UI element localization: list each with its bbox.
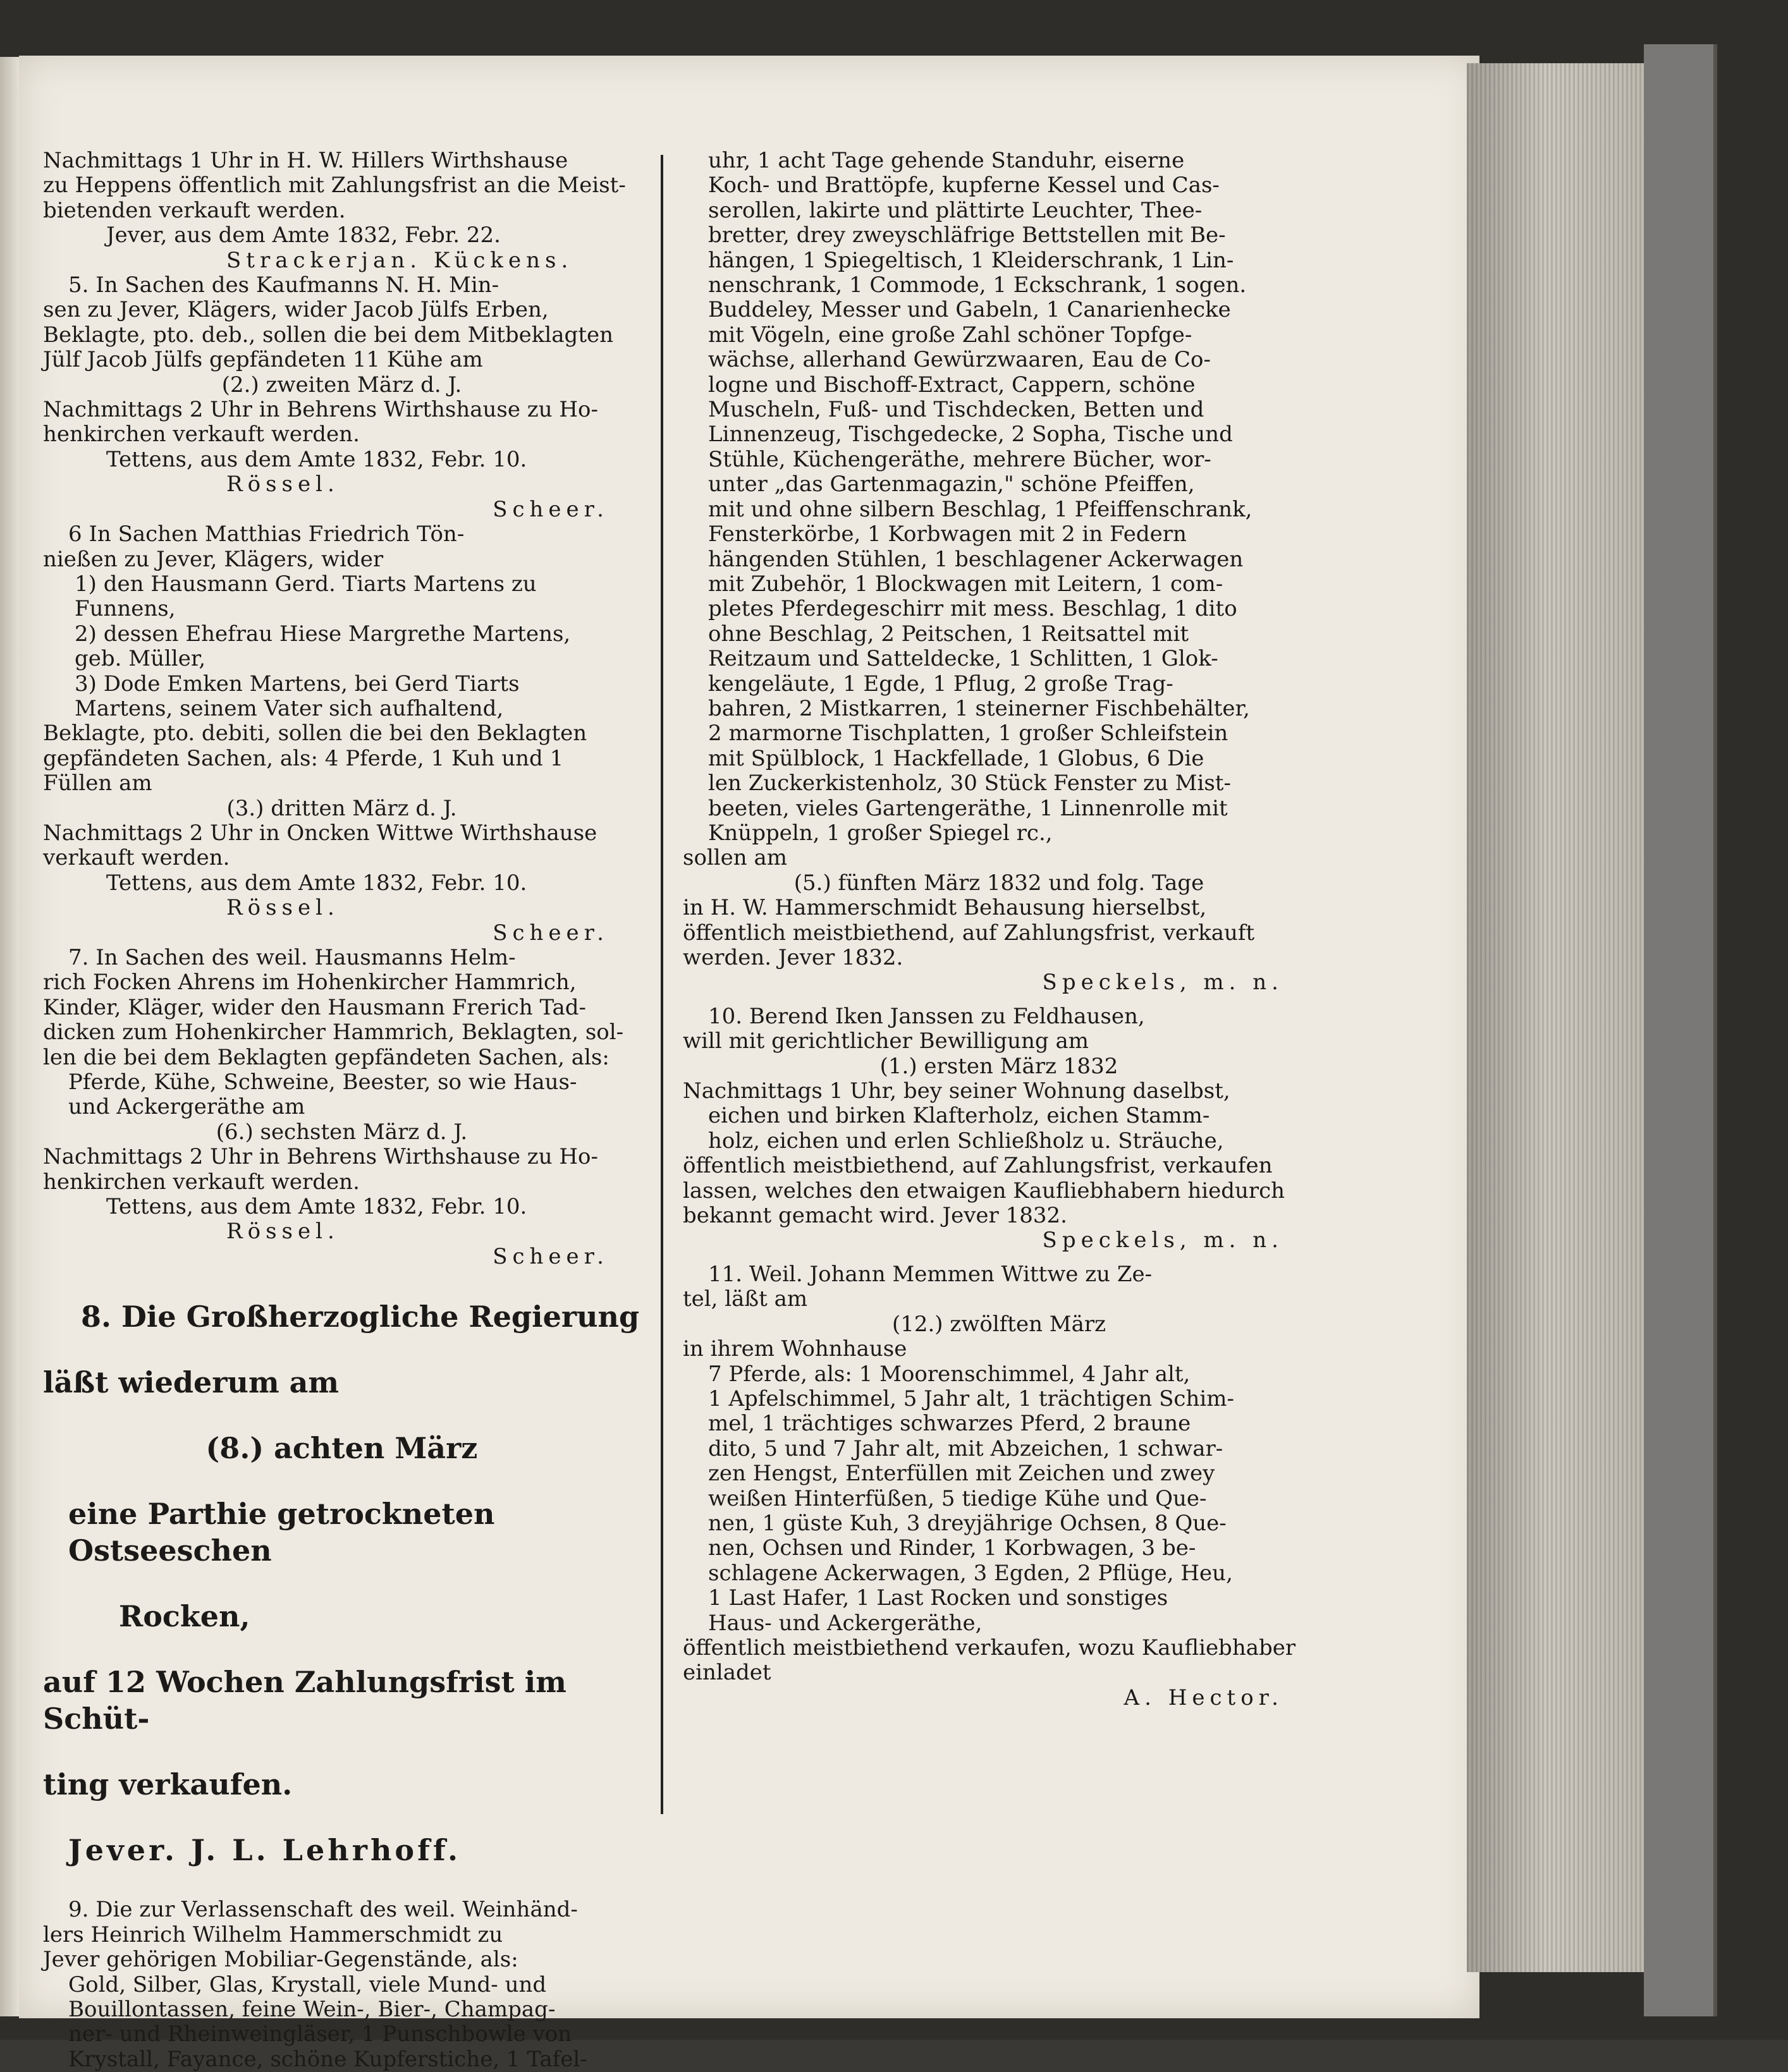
text-line: Muscheln, Fuß- und Tischdecken, Betten und	[708, 397, 1204, 423]
text-line: zu Heppens öffentlich mit Zahlungsfrist an die Meist-	[43, 173, 626, 198]
text-line: dito, 5 und 7 Jahr alt, mit Abzeichen, 1 schwar-	[708, 1435, 1223, 1461]
text-line: Haus- und Ackergeräthe,	[708, 1610, 983, 1636]
text-line: Beklagte, pto. deb., sollen die bei dem Mitbeklagten	[43, 322, 613, 348]
text-line: in ihrem Wohnhause	[683, 1336, 907, 1362]
text-line: ting verkaufen.	[43, 1767, 293, 1802]
text-line: gepfändeten Sachen, als: 4 Pferde, 1 Kuh und 1	[43, 745, 564, 771]
sale-date: (6.) sechsten März d. J.	[216, 1119, 468, 1145]
text-line: 7 Pferde, als: 1 Moorenschimmel, 4 Jahr alt,	[708, 1361, 1191, 1387]
right-column	[683, 149, 1315, 1710]
text-line: will mit gerichtlicher Bewilligung am	[683, 1028, 1089, 1054]
list-item: 2) dessen Ehefrau Hiese Margrethe Martens,	[75, 621, 571, 647]
text-line: hängenden Stühlen, 1 beschlagener Ackerwagen	[708, 546, 1244, 572]
list-item: geb. Müller,	[75, 646, 206, 672]
text-line: lers Heinrich Wilhelm Hammerschmidt zu	[43, 1922, 503, 1947]
text-line: werden. Jever 1832.	[683, 945, 903, 970]
notice-4-end	[43, 149, 640, 273]
text-line: sollen am	[683, 845, 788, 871]
text-line: nen, Ochsen und Rinder, 1 Korbwagen, 3 be-	[708, 1535, 1196, 1561]
text-line: holz, eichen und erlen Schließholz u. Sträuche,	[708, 1128, 1224, 1154]
text-line: 5. In Sachen des Kaufmanns N. H. Min-	[68, 272, 499, 298]
text-line: eichen und birken Klafterholz, eichen Stamm-	[708, 1103, 1210, 1129]
place-date: Tettens, aus dem Amte 1832, Febr. 10.	[106, 870, 527, 896]
list-item: 3) Dode Emken Martens, bei Gerd Tiarts	[75, 671, 520, 697]
text-line: verkauft werden.	[43, 845, 230, 871]
place-date: Tettens, aus dem Amte 1832, Febr. 10.	[106, 446, 527, 472]
text-line: Reitzaum und Satteldecke, 1 Schlitten, 1 Glok-	[708, 646, 1218, 672]
text-line: Pferde, Kühe, Schweine, Beester, so wie Haus-	[68, 1070, 577, 1095]
text-line: Gold, Silber, Glas, Krystall, viele Mund- und	[68, 1971, 547, 1997]
text-line: henkirchen verkauft werden.	[43, 1169, 360, 1195]
text-line: sen zu Jever, Klägers, wider Jacob Jülfs Erben,	[43, 297, 549, 323]
text-line: öffentlich meistbiethend, auf Zahlungsfrist, verkauft	[683, 920, 1255, 946]
left-column	[43, 149, 640, 2072]
text-line: Nachmittags 2 Uhr in Oncken Wittwe Wirthshause	[43, 820, 597, 846]
text-line: bahren, 2 Mistkarren, 1 steinerner Fischbehälter,	[708, 695, 1250, 721]
sale-date: (3.) dritten März d. J.	[226, 795, 457, 821]
text-line: auf 12 Wochen Zahlungsfrist im Schüt-	[43, 1665, 566, 1736]
signature: Rössel.	[226, 895, 340, 921]
text-line: in H. W. Hammerschmidt Behausung hierselbst,	[683, 895, 1207, 921]
text-line: einladet	[683, 1660, 771, 1686]
text-line: Füllen am	[43, 771, 152, 796]
text-line: Bouillontassen, feine Wein-, Bier-, Champag-	[68, 1996, 556, 2022]
text-line: Krystall, Fayance, schöne Kupferstiche, 1 Tafel-	[68, 2046, 587, 2072]
text-line: öffentlich meistbiethend verkaufen, wozu Kaufliebhaber	[683, 1635, 1296, 1661]
text-line: Stühle, Küchengeräthe, mehrere Bücher, wor-	[708, 446, 1211, 472]
list-item: 1) den Hausmann Gerd. Tiarts Martens zu	[75, 571, 537, 597]
notice-9-continued	[683, 149, 1315, 996]
place-date: Jever, aus dem Amte 1832, Febr. 22.	[106, 222, 501, 248]
column-divider	[661, 155, 663, 1814]
text-line: pletes Pferdegeschirr mit mess. Beschlag, 1 dito	[708, 596, 1237, 622]
book-cover-edge	[1644, 44, 1717, 2016]
text-line: 8. Die Großherzogliche Regierung	[81, 1300, 640, 1334]
text-line: Fensterkörbe, 1 Korbwagen mit 2 in Federn	[708, 521, 1187, 547]
text-line: lassen, welches den etwaigen Kaufliebhabern hiedurch	[683, 1178, 1285, 1204]
signature: A. Hector.	[1124, 1685, 1283, 1710]
signature: Scheer.	[493, 920, 609, 946]
text-line: und Ackergeräthe am	[68, 1094, 305, 1120]
text-line: 9. Die zur Verlassenschaft des weil. Weinhänd-	[68, 1897, 578, 1923]
text-line: mit Vögeln, eine große Zahl schöner Topfge-	[708, 322, 1192, 348]
text-line: Kinder, Kläger, wider den Hausmann Frerich Tad-	[43, 994, 587, 1020]
place-date: Tettens, aus dem Amte 1832, Febr. 10.	[106, 1194, 527, 1220]
text-line: 2 marmorne Tischplatten, 1 großer Schleifstein	[708, 721, 1228, 747]
previous-page-edge	[0, 57, 19, 2016]
text-line: ohne Beschlag, 2 Peitschen, 1 Reitsattel mit	[708, 621, 1189, 647]
sale-date: (5.) fünften März 1832 und folg. Tage	[793, 870, 1204, 896]
signature: Speckels, m. n.	[1042, 1228, 1283, 1253]
text-line: läßt wiederum am	[43, 1365, 340, 1400]
signature: Jever. J. L. Lehrhoff.	[68, 1833, 462, 1868]
text-line: 7. In Sachen des weil. Hausmanns Helm-	[68, 945, 516, 970]
sale-date: (1.) ersten März 1832	[879, 1053, 1118, 1079]
text-line: 1 Apfelschimmel, 5 Jahr alt, 1 trächtigen Schim-	[708, 1386, 1234, 1411]
text-line: eine Parthie getrockneten Ostseeschen	[68, 1497, 495, 1568]
text-line: bretter, drey zweyschläfrige Bettstellen mit Be-	[708, 222, 1226, 248]
text-line: len Zuckerkistenholz, 30 Stück Fenster zu Mist-	[708, 771, 1231, 796]
list-item: Martens, seinem Vater sich aufhaltend,	[75, 695, 504, 721]
notice-10	[683, 1004, 1315, 1253]
notice-7	[43, 946, 640, 1269]
signature: Rössel.	[226, 472, 340, 497]
text-line: nenschrank, 1 Commode, 1 Eckschrank, 1 sogen.	[708, 272, 1247, 298]
text-line: Buddeley, Messer und Gabeln, 1 Canarienhecke	[708, 297, 1231, 323]
signature: Scheer.	[493, 1243, 609, 1269]
text-line: mit Zubehör, 1 Blockwagen mit Leitern, 1 com-	[708, 571, 1223, 597]
text-line: Nachmittags 1 Uhr in H. W. Hillers Wirthshause	[43, 148, 568, 173]
notice-11	[683, 1262, 1315, 1710]
signature: Rössel.	[226, 1219, 340, 1245]
text-line: wächse, allerhand Gewürzwaaren, Eau de Co-	[708, 347, 1211, 373]
notice-8	[43, 1298, 640, 1868]
text-line: kengeläute, 1 Egde, 1 Pflug, 2 große Trag-	[708, 671, 1173, 697]
text-line: Nachmittags 1 Uhr, bey seiner Wohnung daselbst,	[683, 1078, 1230, 1104]
text-line: öffentlich meistbiethend, auf Zahlungsfrist, verkaufen	[683, 1153, 1273, 1179]
text-line: Nachmittags 2 Uhr in Behrens Wirthshause zu Ho-	[43, 1144, 599, 1170]
list-item: Funnens,	[75, 596, 176, 622]
sale-date: (12.) zwölften März	[891, 1311, 1106, 1337]
text-line: nießen zu Jever, Klägers, wider	[43, 546, 384, 572]
signature: Speckels, m. n.	[1042, 970, 1283, 996]
text-line: henkirchen verkauft werden.	[43, 422, 360, 448]
text-line: 6 In Sachen Matthias Friedrich Tön-	[68, 521, 465, 547]
text-line: len die bei dem Beklagten gepfändeten Sachen, als:	[43, 1044, 609, 1070]
text-line: 10. Berend Iken Janssen zu Feldhausen,	[708, 1003, 1145, 1029]
text-line: Nachmittags 2 Uhr in Behrens Wirthshause zu Ho-	[43, 397, 599, 423]
text-line: serollen, lakirte und plättirte Leuchter, Thee-	[708, 197, 1203, 223]
text-line: unter „das Gartenmagazin," schöne Pfeiffen,	[708, 472, 1195, 497]
text-line: hängen, 1 Spiegeltisch, 1 Kleiderschrank, 1 Lin-	[708, 247, 1234, 273]
text-line: rich Focken Ahrens im Hohenkircher Hammrich,	[43, 970, 577, 996]
sale-date: (8.) achten März	[205, 1431, 478, 1466]
sale-date: (2.) zweiten März d. J.	[221, 372, 462, 398]
signature: Scheer.	[493, 496, 609, 522]
text-line: Beklagte, pto. debiti, sollen die bei den Beklagten	[43, 721, 587, 747]
text-line: nen, 1 güste Kuh, 3 dreyjährige Ochsen, 8 Que-	[708, 1510, 1227, 1536]
text-line: Linnenzeug, Tischgedecke, 2 Sopha, Tische und	[708, 422, 1233, 448]
text-line: Rocken,	[119, 1599, 250, 1634]
text-line: mel, 1 trächtiges schwarzes Pferd, 2 braune	[708, 1411, 1191, 1437]
text-line: uhr, 1 acht Tage gehende Standuhr, eiserne	[708, 148, 1185, 173]
text-line: 1 Last Hafer, 1 Last Rocken und sonstiges	[708, 1585, 1168, 1611]
text-line: bekannt gemacht wird. Jever 1832.	[683, 1203, 1067, 1229]
text-line: logne und Bischoff-Extract, Cappern, schöne	[708, 372, 1196, 398]
text-line: bietenden verkauft werden.	[43, 197, 346, 223]
text-line: weißen Hinterfüßen, 5 tiedige Kühe und Que-	[708, 1485, 1207, 1511]
page-block-edge	[1467, 63, 1663, 1972]
text-line: mit Spülblock, 1 Hackfellade, 1 Globus, 6 Die	[708, 745, 1204, 771]
text-line: beeten, vieles Gartengeräthe, 1 Linnenrolle mit	[708, 795, 1228, 821]
text-line: mit und ohne silbern Beschlag, 1 Pfeiffenschrank,	[708, 496, 1252, 522]
text-line: dicken zum Hohenkircher Hammrich, Beklagten, sol-	[43, 1020, 624, 1045]
text-line: Knüppeln, 1 großer Spiegel rc.,	[708, 820, 1053, 846]
notice-9	[43, 1898, 640, 2072]
notice-5	[43, 273, 640, 522]
notice-6	[43, 522, 640, 946]
text-line: Jülf Jacob Jülfs gepfändeten 11 Kühe am	[43, 347, 483, 373]
text-line: zen Hengst, Enterfüllen mit Zeichen und zwey	[708, 1461, 1215, 1487]
text-line: ner- und Rheinweingläser, 1 Punschbowle von	[68, 2021, 572, 2047]
text-line: 11. Weil. Johann Memmen Wittwe zu Ze-	[708, 1261, 1153, 1287]
text-line: Jever gehörigen Mobiliar-Gegenstände, als:	[43, 1947, 518, 1973]
signature: Strackerjan. Kückens.	[226, 247, 573, 273]
text-line: tel, läßt am	[683, 1286, 808, 1312]
text-line: Koch- und Brattöpfe, kupferne Kessel und Cas-	[708, 173, 1220, 198]
text-line: schlagene Ackerwagen, 3 Egden, 2 Pflüge, Heu,	[708, 1560, 1233, 1586]
